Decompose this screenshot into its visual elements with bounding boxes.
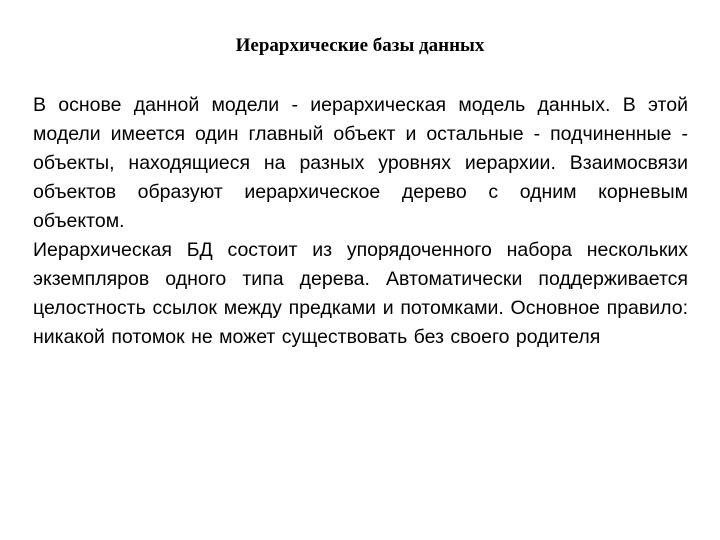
body-paragraph-1: В основе данной модели - иерархическая модель данных. В этой модели имеется один главный объект и остальные - подчиненные - объекты, находящиеся на разных уровнях иерархии. Взаимосвязи объектов образуют иерархическое дерево с одним корневым объектом. <box>33 94 688 232</box>
body-paragraph-2: Иерархическая БД состоит из упорядоченного набора нескольких экземпляров одного типа дерева. Автоматически поддерживается целостность ссылок между предками и потомками. Основное правило: никакой потомок не может существовать без своего родителя <box>33 239 688 348</box>
slide-body <box>33 91 688 352</box>
slide-title: Иерархические базы данных <box>235 35 485 56</box>
